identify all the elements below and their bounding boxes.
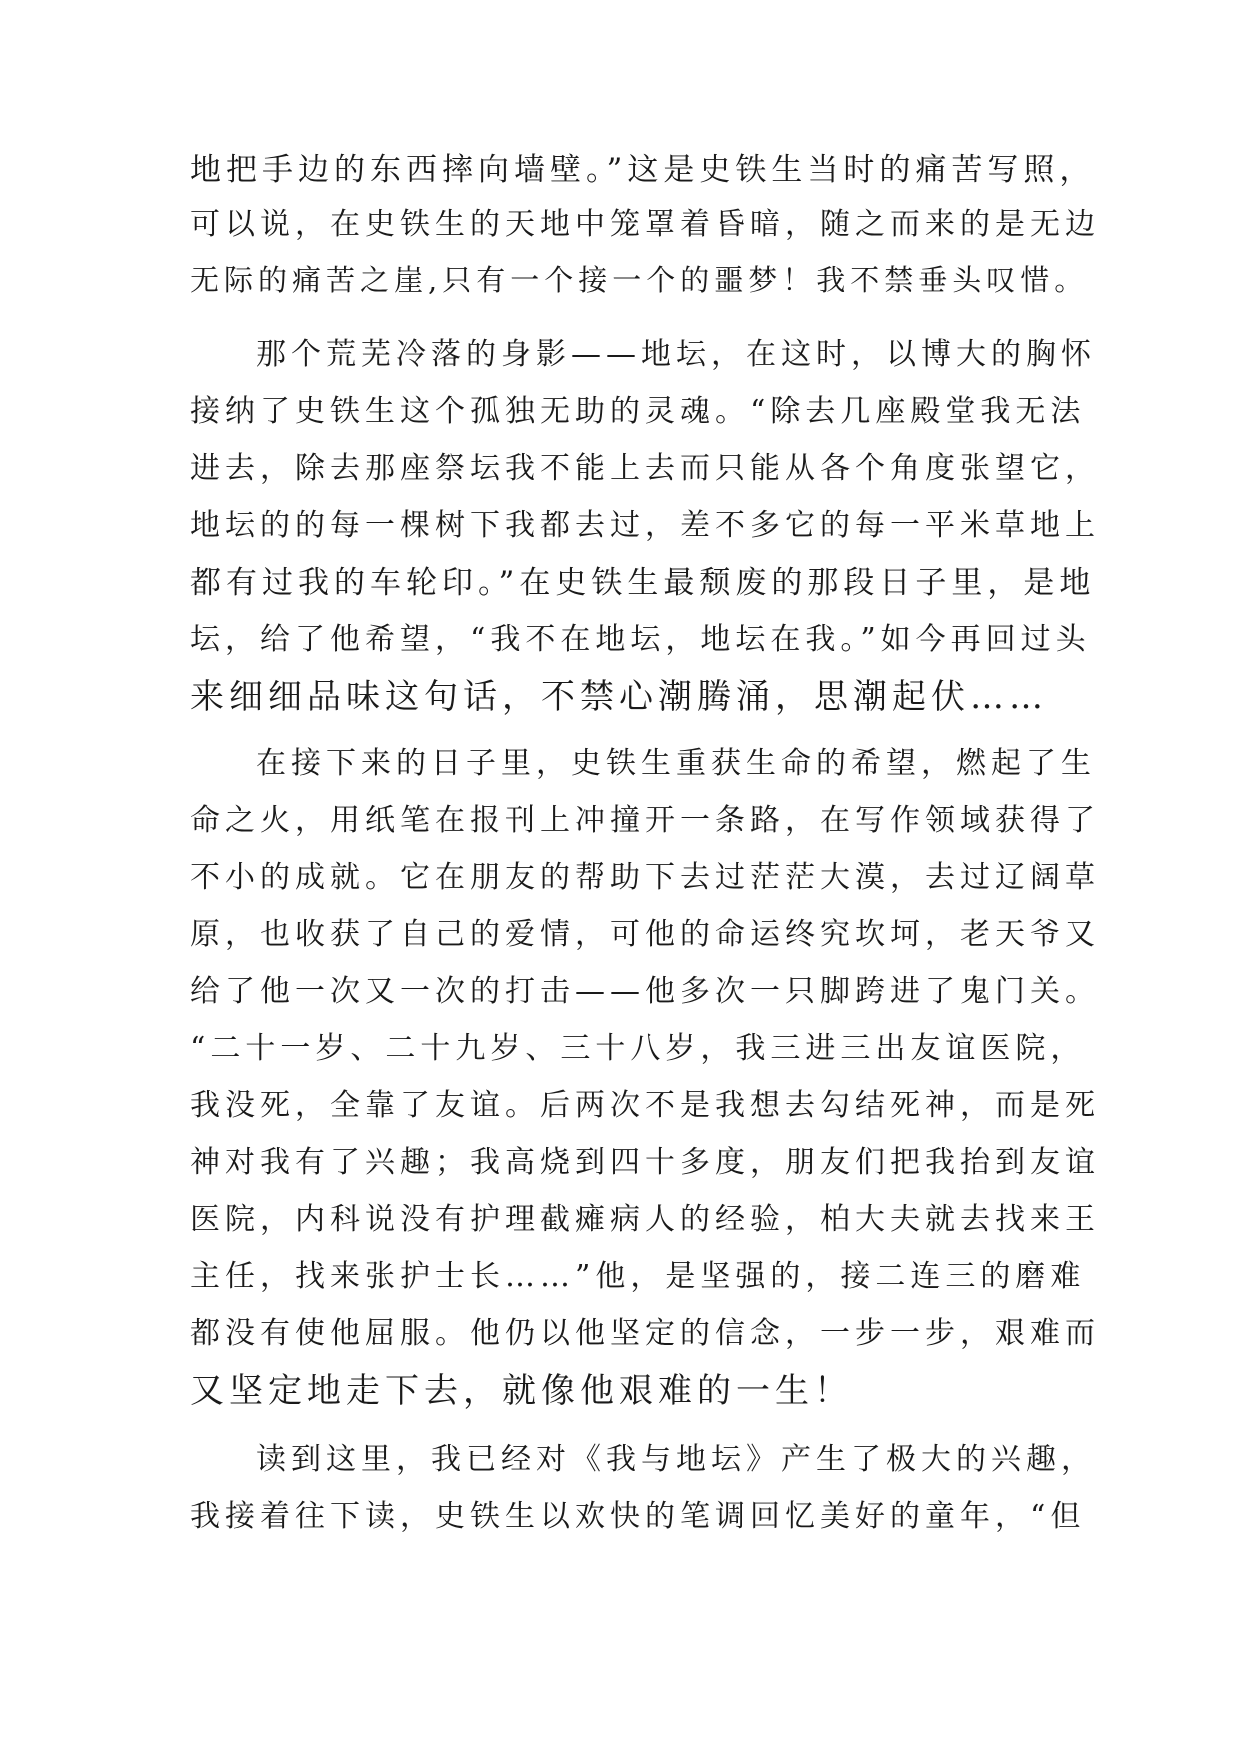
text-line: 都有过我的车轮印。”在史铁生最颓废的那段日子里，是地 bbox=[190, 565, 1096, 601]
text-line: 命之火，用纸笔在报刊上冲撞开一条路，在写作领域获得了 bbox=[190, 803, 1100, 838]
text-line: 坛，给了他希望，“我不在地坛，地坛在我。”如今再回过头 bbox=[190, 622, 1091, 657]
text-line: 无际的痛苦之崖,只有一个接一个的噩梦！我不禁垂头叹惜。 bbox=[190, 263, 1089, 297]
text-line: 又坚定地走下去，就像他艰难的一生！ bbox=[190, 1371, 853, 1411]
text-line: 地把手边的东西摔向墙壁。”这是史铁生当时的痛苦写照， bbox=[190, 152, 1096, 188]
text-line: 都没有使他屈服。他仍以他坚定的信念，一步一步，艰难而 bbox=[190, 1316, 1100, 1351]
paragraph-first-line: 读到这里，我已经对《我与地坛》产生了极大的兴趣， bbox=[256, 1442, 1096, 1477]
text-line: 接纳了史铁生这个孤独无助的灵魂。“除去几座殿堂我无法 bbox=[190, 394, 1086, 429]
text-line: “二十一岁、二十九岁、三十八岁，我三进三出友谊医院， bbox=[190, 1031, 1086, 1066]
text-line: 可以说，在史铁生的天地中笼罩着昏暗，随之而来的是无边 bbox=[190, 207, 1100, 242]
text-line: 给了他一次又一次的打击——他多次一只脚跨进了鬼门关。 bbox=[190, 974, 1100, 1009]
text-line: 神对我有了兴趣；我高烧到四十多度，朋友们把我抬到友谊 bbox=[190, 1145, 1100, 1180]
text-line: 进去，除去那座祭坛我不能上去而只能从各个角度张望它， bbox=[190, 451, 1100, 486]
text-line: 主任，找来张护士长……”他，是坚强的，接二连三的磨难 bbox=[190, 1259, 1086, 1294]
text-line: 不小的成就。它在朋友的帮助下去过茫茫大漠，去过辽阔草 bbox=[190, 860, 1100, 895]
text-line: 地坛的的每一棵树下我都去过，差不多它的每一平米草地上 bbox=[190, 508, 1100, 543]
text-line: 来细细品味这句话，不禁心潮腾涌，思潮起伏…… bbox=[190, 677, 1048, 717]
text-line: 原，也收获了自己的爱情，可他的命运终究坎坷，老天爷又 bbox=[190, 917, 1100, 952]
paragraph-first-line: 那个荒芜冷落的身影——地坛，在这时，以博大的胸怀 bbox=[256, 337, 1096, 372]
paragraph-first-line: 在接下来的日子里，史铁生重获生命的希望，燃起了生 bbox=[256, 746, 1096, 781]
text-line: 我接着往下读，史铁生以欢快的笔调回忆美好的童年，“但 bbox=[190, 1499, 1086, 1534]
text-line: 医院，内科说没有护理截瘫病人的经验，柏大夫就去找来王 bbox=[190, 1202, 1100, 1237]
text-line: 我没死，全靠了友谊。后两次不是我想去勾结死神，而是死 bbox=[190, 1088, 1100, 1123]
